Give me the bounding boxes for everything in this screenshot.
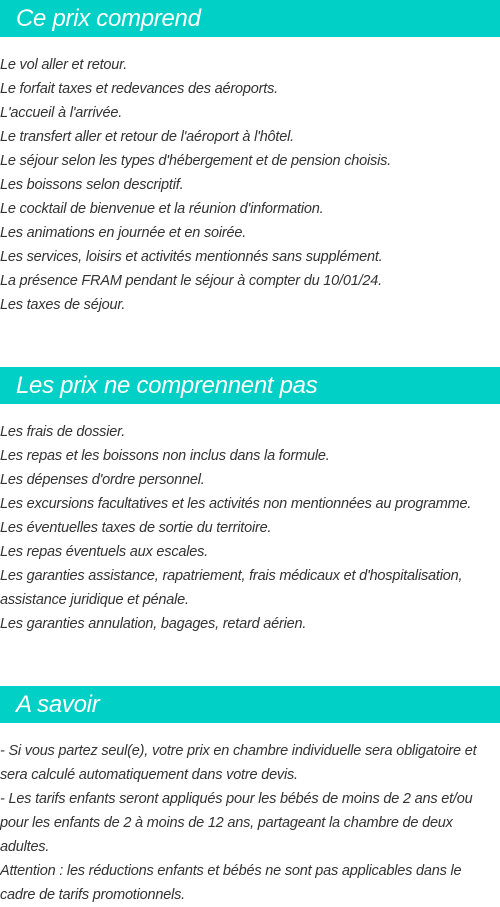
list-item: Les garanties annulation, bagages, retard aérien. [0, 616, 307, 632]
section-header-included [0, 0, 500, 37]
list-item: Les repas et les boissons non inclus dans la formule. [0, 448, 330, 464]
list-item: Les animations en journée et en soirée. [0, 225, 247, 241]
section-title-included: Ce prix comprend [16, 4, 201, 32]
section-title-good-to-know: A savoir [16, 690, 100, 718]
info-paragraph: - Si vous partez seul(e), votre prix en chambre individuelle sera obligatoire et sera calculé automatiquement dans votre devis. [0, 743, 477, 783]
not-included-list [0, 420, 500, 636]
section-title-not-included: Les prix ne comprennent pas [16, 371, 318, 399]
list-item: Les garanties assistance, rapatriement, frais médicaux et d'hospitalisation, assistance juridique et pénale. [0, 568, 463, 608]
list-item: Le vol aller et retour. [0, 57, 128, 73]
section-header-not-included [0, 367, 500, 404]
list-item: Le séjour selon les types d'hébergement et de pension choisis. [0, 153, 391, 169]
list-item: Le cocktail de bienvenue et la réunion d'information. [0, 201, 324, 217]
list-item: L'accueil à l'arrivée. [0, 105, 123, 121]
list-item: Le transfert aller et retour de l'aéroport à l'hôtel. [0, 129, 294, 145]
included-list [0, 53, 500, 317]
list-item: Les taxes de séjour. [0, 297, 126, 313]
info-paragraph: Attention : les réductions enfants et bébés ne sont pas applicables dans le cadre de tarifs promotionnels. [0, 863, 462, 903]
list-item: Les repas éventuels aux escales. [0, 544, 209, 560]
section-header-good-to-know [0, 686, 500, 723]
good-to-know-body [0, 739, 500, 907]
list-item: Les services, loisirs et activités mentionnés sans supplément. [0, 249, 383, 265]
list-item: La présence FRAM pendant le séjour à compter du 10/01/24. [0, 273, 382, 289]
list-item: Les frais de dossier. [0, 424, 126, 440]
list-item: Les boissons selon descriptif. [0, 177, 184, 193]
list-item: Les excursions facultatives et les activités non mentionnées au programme. [0, 496, 472, 512]
list-item: Les éventuelles taxes de sortie du territoire. [0, 520, 272, 536]
list-item: Les dépenses d'ordre personnel. [0, 472, 205, 488]
info-paragraph: - Les tarifs enfants seront appliqués pour les bébés de moins de 2 ans et/ou pour les enfants de 2 à moins de 12 ans, partageant la chambre de deux adultes. [0, 791, 473, 855]
list-item: Le forfait taxes et redevances des aéroports. [0, 81, 278, 97]
